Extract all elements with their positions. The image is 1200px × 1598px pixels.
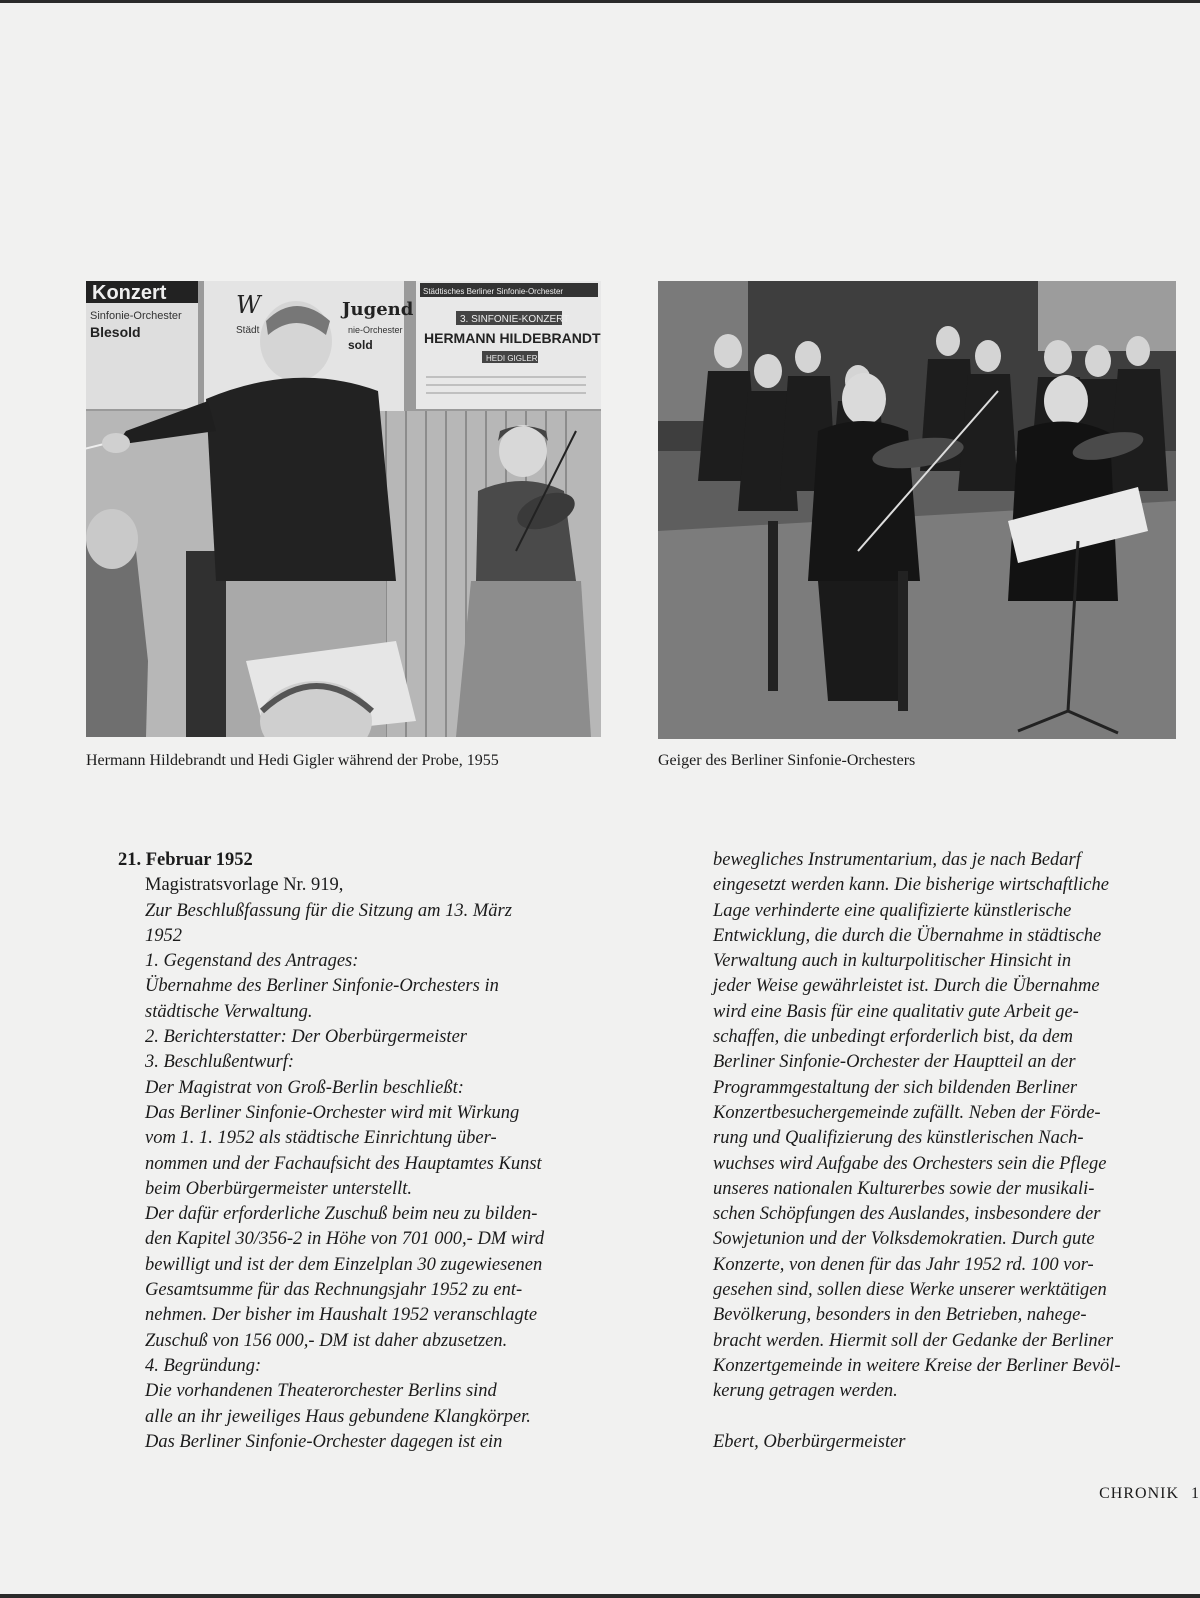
page-number: 1 [1191,1485,1200,1502]
text-line: eingesetzt werden kann. Die bisherige wirtschaftliche [713,875,1109,896]
text-line: Der Magistrat von Groß-Berlin beschließt: [145,1077,464,1098]
text-line: unseres nationalen Kulturerbes sowie der musikali- [713,1178,1095,1199]
svg-text:Städtisches Berliner Sinfonie-: Städtisches Berliner Sinfonie-Orchester [423,287,564,296]
text-line: nehmen. Der bisher im Haushalt 1952 veranschlagte [145,1305,538,1326]
photo-violinists [658,281,1176,739]
svg-text:Städt: Städt [236,325,260,336]
text-line: Übernahme des Berliner Sinfonie-Orchesters in [145,976,499,997]
text-line: Gesamtsumme für das Rechnungsjahr 1952 zu ent- [145,1280,523,1301]
text-line: Konzertgemeinde in weitere Kreise der Berliner Bevöl- [713,1355,1121,1376]
text-line: Das Berliner Sinfonie-Orchester dagegen ist ein [145,1431,503,1452]
text-line: Lage verhinderte eine qualifizierte künstlerische [713,900,1072,921]
svg-text:HERMANN HILDEBRANDT: HERMANN HILDEBRANDT [424,330,601,346]
text-line: bewegliches Instrumentarium, das je nach Bedarf [713,850,1081,870]
text-line: jeder Weise gewährleistet ist. Durch die Übernahme [713,976,1100,997]
text-line: gesehen sind, sollen diese Werke unserer werktätigen [713,1280,1107,1301]
text-line: Das Berliner Sinfonie-Orchester wird mit Wirkung [145,1102,520,1123]
text-line: wird eine Basis für eine qualitativ gute Arbeit ge- [713,1001,1079,1022]
svg-text:nie-Orchester: nie-Orchester [348,325,403,335]
photo-rehearsal-image [86,281,601,737]
text-line: den Kapitel 30/356-2 in Höhe von 701 000,- DM wird [145,1229,545,1250]
photo-rehearsal [86,281,601,737]
text-line: nommen und der Fachaufsicht des Hauptamtes Kunst [145,1153,542,1174]
text-line: bewilligt und ist der dem Einzelplan 30 zugewiesenen [145,1254,543,1275]
svg-text:W: W [236,291,261,319]
text-line: 1. Gegenstand des Antrages: [145,951,359,972]
text-line: 3. Beschlußentwurf: [145,1052,295,1073]
photo-caption-rehearsal: Hermann Hildebrandt und Hedi Gigler während der Probe, 1955 [86,752,499,769]
text-line: Bevölkerung, besonders in den Betrieben, nahege- [713,1305,1087,1326]
text-line: städtische Verwaltung. [145,1001,313,1022]
text-line: Zuschuß von 156 000,- DM ist daher abzusetzen. [145,1330,508,1351]
text-line: Berliner Sinfonie-Orchester der Hauptteil an der [713,1052,1076,1073]
document-column-right [713,848,1183,1455]
text-line: Der dafür erforderliche Zuschuß beim neu zu bilden- [145,1204,538,1225]
text-line: vom 1. 1. 1952 als städtische Einrichtung über- [145,1128,497,1149]
text-line: Magistratsvorlage Nr. 919, [145,875,344,896]
svg-text:3. SINFONIE-KONZERT: 3. SINFONIE-KONZERT [460,314,570,325]
svg-text:Sinfonie-Orchester: Sinfonie-Orchester [90,310,182,322]
photo-violinists-image [658,281,1176,739]
svg-text:Jugend: Jugend [342,299,414,320]
signature-line: Ebert, Oberbürgermeister [713,1431,906,1452]
text-line: beim Oberbürgermeister unterstellt. [145,1178,413,1199]
text-line: Die vorhandenen Theaterorchester Berlins sind [145,1381,497,1402]
text-line: Zur Beschlußfassung für die Sitzung am 13. März [145,900,512,921]
text-line: 2. Berichterstatter: Der Oberbürgermeister [145,1027,467,1048]
text-line: schaffen, die unbedingt erforderlich bist, da dem [713,1027,1074,1048]
page-bottom-edge [0,1594,1200,1598]
text-line: bracht werden. Hiermit soll der Gedanke der Berliner [713,1330,1114,1351]
text-line: schen Schöpfungen des Auslandes, insbesondere der [713,1204,1101,1225]
page-top-edge [0,0,1200,3]
svg-text:sold: sold [348,338,373,352]
svg-text:Konzert: Konzert [92,282,167,304]
text-line: wuchses wird Aufgabe des Orchesters sein die Pflege [713,1153,1107,1174]
text-line: Entwicklung, die durch die Übernahme in städtische [713,925,1102,946]
text-line: 1952 [145,925,182,946]
text-line: Sowjetunion und der Volksdemokratien. Durch gute [713,1229,1095,1250]
text-line: 4. Begründung: [145,1355,262,1376]
svg-text:HEDI GIGLER: HEDI GIGLER [486,354,538,363]
section-label: CHRONIK [1099,1485,1179,1502]
entry-date-heading: 21. Februar 1952 [118,850,253,870]
text-line: alle an ihr jeweiliges Haus gebundene Klangkörper. [145,1406,531,1427]
text-line: Konzerte, von denen für das Jahr 1952 rd. 100 vor- [713,1254,1094,1275]
text-line: Verwaltung auch in kulturpolitischer Hinsicht in [713,951,1072,972]
photo-caption-violinists: Geiger des Berliner Sinfonie-Orchesters [658,752,916,769]
text-line: kerung getragen werden. [713,1381,898,1402]
page-footer [1099,1485,1200,1503]
svg-text:Blesold: Blesold [90,324,141,340]
document-column-left [118,848,608,1455]
text-line: rung und Qualifizierung des künstlerischen Nach- [713,1128,1084,1149]
text-line: Konzertbesuchergemeinde zufällt. Neben der Förde- [713,1102,1101,1123]
text-line: Programmgestaltung der sich bildenden Berliner [713,1077,1078,1098]
